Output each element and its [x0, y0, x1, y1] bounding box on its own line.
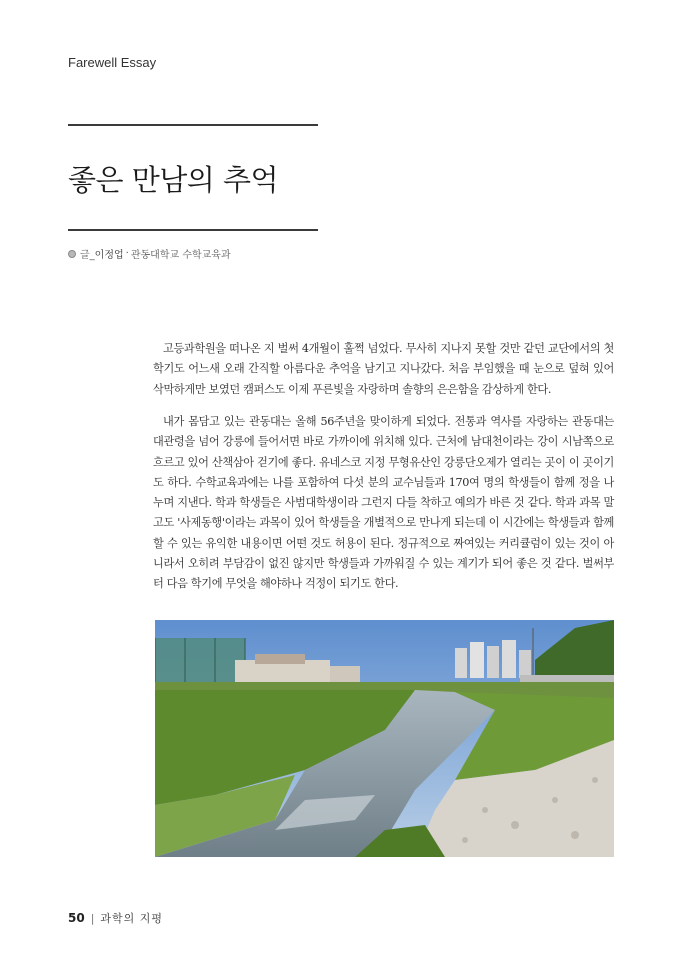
title-rule-top	[68, 124, 318, 126]
bullet-icon	[68, 250, 76, 258]
paragraph: 고등과학원을 떠나온 지 벌써 4개월이 훌쩍 넘었다. 무사히 지나지 못할 것만 같던 교단에서의 첫 학기도 어느새 오래 간직할 아름다운 추억을 남기고 지나갔다. 처음 부임했을 때 눈으로 덮혀 있어 삭막하게만 보였던 캠퍼스도 이제 푸른빛을 자랑하며 솔향의 은은함을 감상하게 한다.	[153, 342, 614, 396]
publication-name: 과학의 지평	[100, 912, 164, 925]
page-footer	[68, 910, 163, 926]
byline-affiliation: 관동대학교 수학교육과	[130, 250, 231, 261]
article-title: 좋은 만남의 추억	[68, 163, 279, 197]
byline-prefix: 글_	[80, 250, 95, 261]
section-label: Farewell Essay	[68, 55, 157, 70]
page-number: 50	[68, 911, 85, 925]
river-photo	[155, 620, 614, 857]
byline-separator: ·	[125, 248, 129, 259]
byline-author: 이정업	[94, 250, 124, 261]
footer-separator: |	[90, 911, 95, 925]
title-rule-bottom	[68, 229, 318, 231]
paragraph: 내가 몸담고 있는 관동대는 올해 56주년을 맞이하게 되었다. 전통과 역사를 자랑하는 관동대는 대관령을 넘어 강릉에 들어서면 바로 가까이에 위치해 있다. 근처에 남대천이라는 강이 시남쪽으로 흐르고 있어 산책삼아 걷기에 좋다. 유네스코 지정 무형유산인 강릉단오제가 열리는 곳이 이 곳이기도 하다. 수학교육과에는 나를 포함하여 다섯 분의 교수님들과 170여 명의 학생들이 함께 정을 나누며 지낸다. 학과 학생들은 사범대학생이라 그런지 다들 착하고 예의가 바른 것 같다. 학과 과목 말고도 '사제동행'이라는 과목이 있어 학생들을 개별적으로 만나게 되는데 이 시간에는 학생들과 함께할 수 있는 유익한 내용이면 어떤 것도 허용이 된다. 정규적으로 짜여있는 커리큘럼이 있는 것이 아니라서 오히려 부담감이 없진 않지만 학생들과 가까워질 수 있는 계기가 되어 좋은 것 같다. 벌써부터 다음 학기에 무엇을 해야하나 걱정이 되기도 한다.	[153, 415, 614, 591]
byline	[68, 246, 231, 261]
